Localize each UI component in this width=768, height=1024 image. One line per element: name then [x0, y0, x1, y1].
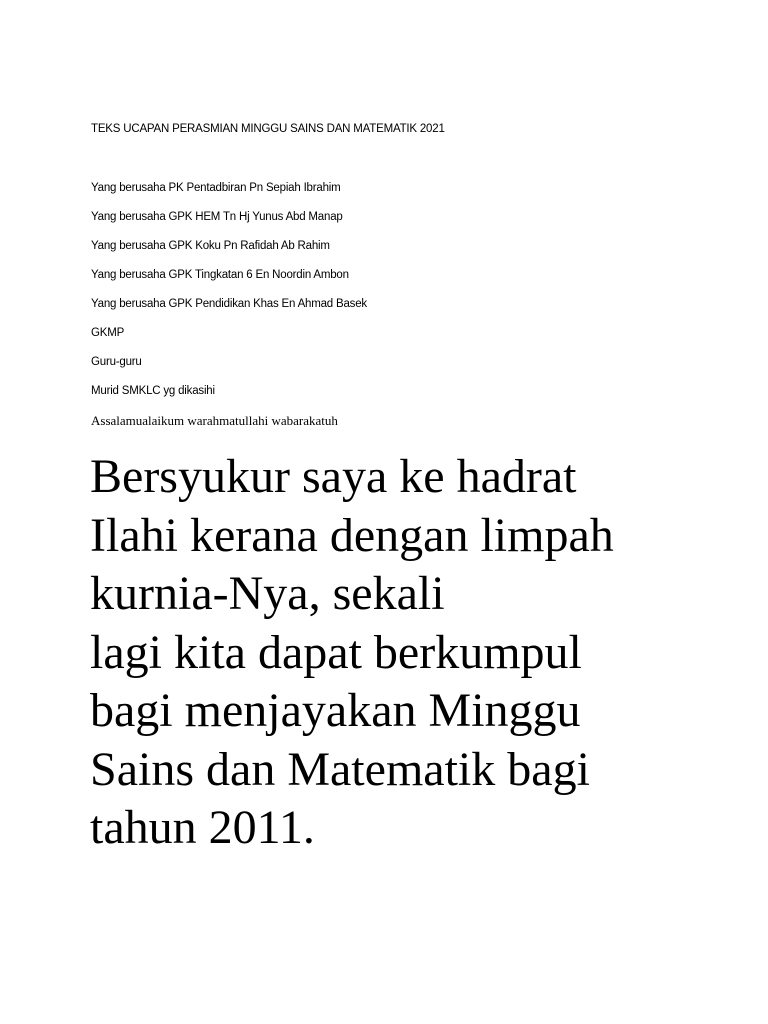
- salutation-line: GKMP: [91, 327, 125, 339]
- salutation-line: Yang berusaha PK Pentadbiran Pn Sepiah Ibrahim: [91, 182, 341, 194]
- speech-body: [90, 448, 730, 858]
- salutation-line: Yang berusaha GPK Koku Pn Rafidah Ab Rahim: [91, 240, 330, 252]
- speech-body-line: Sains dan Matematik bagi: [90, 742, 590, 796]
- greeting-text: Assalamualaikum warahmatullahi wabarakatuh: [91, 413, 338, 428]
- salutation-line: Murid SMKLC yg dikasihi: [91, 385, 215, 397]
- speech-body-line: lagi kita dapat berkumpul: [90, 625, 582, 679]
- speech-body-line: Bersyukur saya ke hadrat: [90, 450, 577, 503]
- salutation-line: Guru-guru: [91, 356, 142, 368]
- salutation-line: Yang berusaha GPK HEM Tn Hj Yunus Abd Manap: [91, 211, 343, 223]
- speech-body-line: kurnia-Nya, sekali: [90, 567, 445, 620]
- document-title: TEKS UCAPAN PERASMIAN MINGGU SAINS DAN MATEMATIK 2021: [91, 123, 445, 135]
- speech-body-line: bagi menjayakan Minggu: [90, 684, 581, 737]
- speech-body-line: tahun 2011.: [90, 801, 315, 854]
- salutation-line: Yang berusaha GPK Pendidikan Khas En Ahmad Basek: [91, 298, 367, 310]
- speech-body-line: Ilahi kerana dengan limpah: [90, 508, 614, 562]
- salutation-line: Yang berusaha GPK Tingkatan 6 En Noordin Ambon: [91, 269, 349, 281]
